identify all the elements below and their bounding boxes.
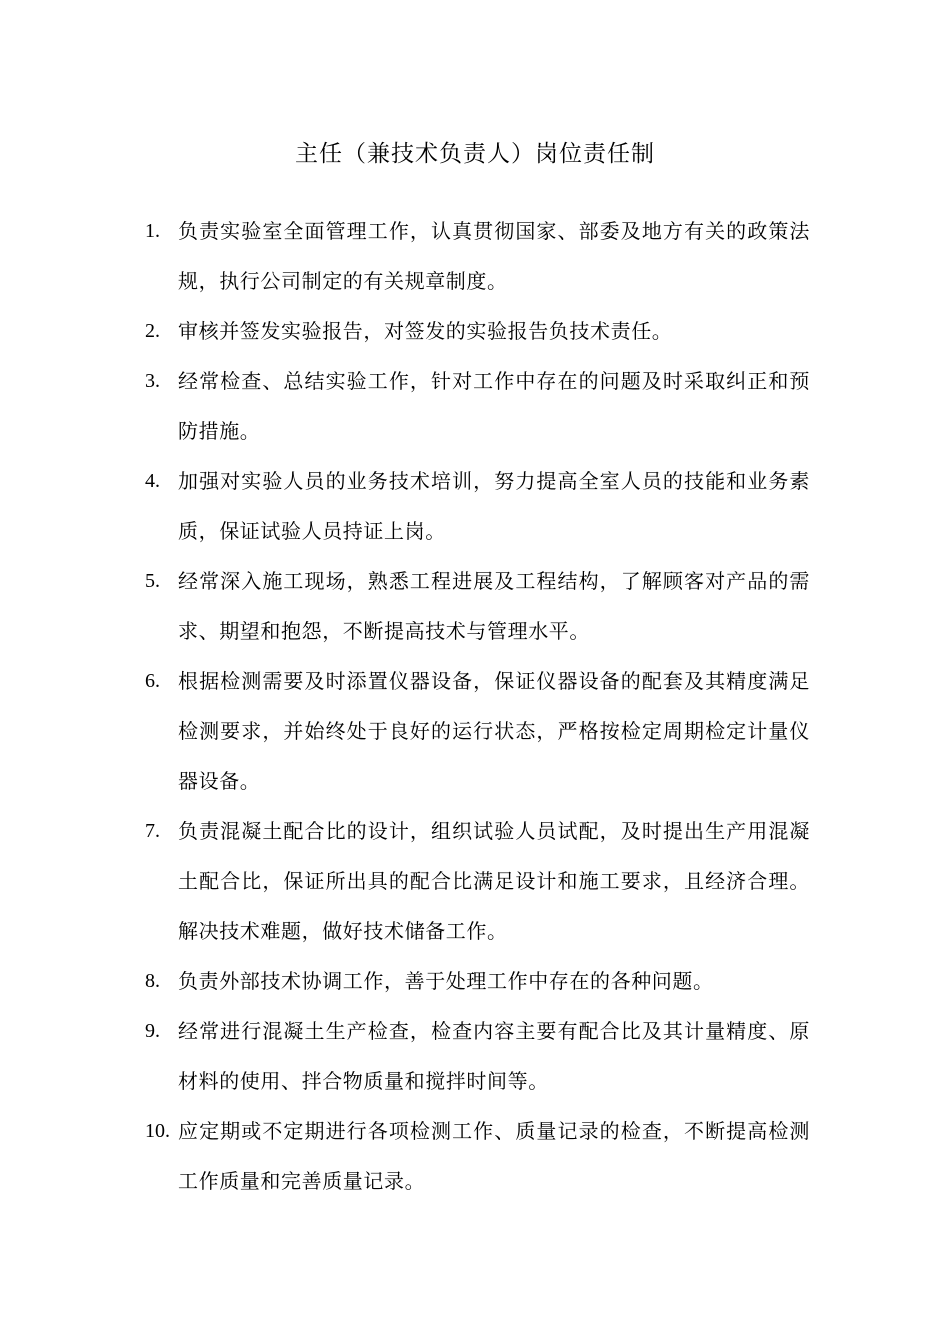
item-text: 应定期或不定期进行各项检测工作、质量记录的检查，不断提高检测工作质量和完善质量记录。 [178, 1119, 810, 1193]
list-item [145, 306, 810, 356]
item-number: 5. [145, 570, 160, 592]
item-number: 1. [145, 220, 160, 242]
list-item [145, 206, 810, 306]
list-item [145, 1106, 810, 1206]
item-text: 审核并签发实验报告，对签发的实验报告负技术责任。 [178, 319, 673, 343]
item-number: 9. [145, 1020, 160, 1042]
list-item [145, 1006, 810, 1106]
item-number: 7. [145, 820, 160, 842]
item-text: 负责实验室全面管理工作，认真贯彻国家、部委及地方有关的政策法规，执行公司制定的有关规章制度。 [178, 219, 810, 293]
item-number: 2. [145, 320, 160, 342]
item-text: 经常检查、总结实验工作，针对工作中存在的问题及时采取纠正和预防措施。 [178, 369, 810, 443]
list-item [145, 806, 810, 956]
list-item [145, 556, 810, 656]
item-text: 负责混凝土配合比的设计，组织试验人员试配，及时提出生产用混凝土配合比，保证所出具的配合比满足设计和施工要求，且经济合理。解决技术难题，做好技术储备工作。 [178, 819, 810, 943]
item-text: 经常深入施工现场，熟悉工程进展及工程结构，了解顾客对产品的需求、期望和抱怨，不断提高技术与管理水平。 [178, 569, 810, 643]
item-number: 6. [145, 670, 160, 692]
item-text: 根据检测需要及时添置仪器设备，保证仪器设备的配套及其精度满足检测要求，并始终处于良好的运行状态，严格按检定周期检定计量仪器设备。 [178, 669, 810, 793]
item-number: 3. [145, 370, 160, 392]
item-text: 负责外部技术协调工作，善于处理工作中存在的各种问题。 [178, 969, 714, 993]
list-item [145, 356, 810, 456]
item-text: 经常进行混凝土生产检查，检查内容主要有配合比及其计量精度、原材料的使用、拌合物质量和搅拌时间等。 [178, 1019, 810, 1093]
list-item [145, 456, 810, 556]
item-number: 4. [145, 470, 160, 492]
list-item [145, 956, 810, 1006]
item-number: 8. [145, 970, 160, 992]
document-title: 主任（兼技术负责人）岗位责任制 [295, 141, 655, 167]
responsibility-list [145, 206, 810, 1206]
item-number: 10. [145, 1120, 170, 1142]
list-item [145, 656, 810, 806]
item-text: 加强对实验人员的业务技术培训，努力提高全室人员的技能和业务素质，保证试验人员持证上岗。 [178, 469, 810, 543]
